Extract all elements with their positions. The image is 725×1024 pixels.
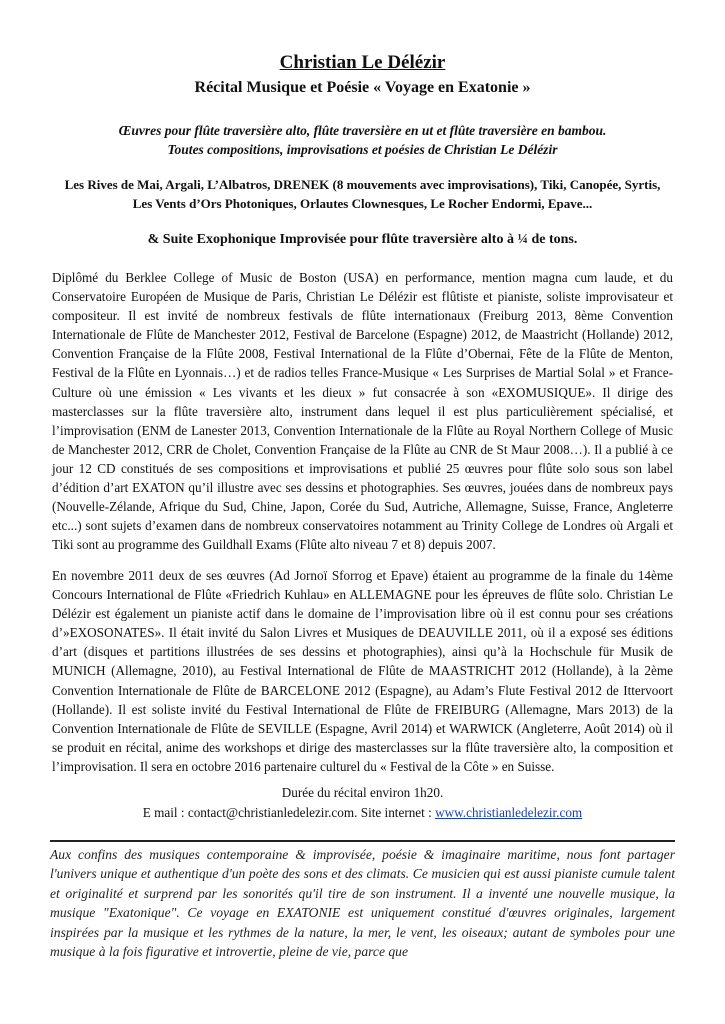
page-subtitle: Récital Musique et Poésie « Voyage en Exatonie » bbox=[194, 79, 531, 96]
compositions-line: Toutes compositions, improvisations et poésies de Christian Le Délézir bbox=[167, 142, 558, 157]
email-text: E mail : contact@christianledelezir.com. Site internet : bbox=[142, 805, 432, 820]
contact-line bbox=[0, 805, 725, 821]
works-line-2: Les Vents d’Ors Photoniques, Orlautes Clownesques, Le Rocher Endormi, Epave... bbox=[132, 196, 593, 211]
suite-heading: & Suite Exophonique Improvisée pour flûte traversière alto à ¼ de tons. bbox=[147, 232, 578, 247]
divider bbox=[50, 840, 675, 842]
biography-paragraph-1: Diplômé du Berklee College of Music de Boston (USA) en performance, mention magna cum laude, et du Conservatoire Européen de Musique de Paris, Christian Le Délézir est flûtiste et pianiste, soliste improvisateur et compositeur. Il est invité de nombreux festivals de flûte internationaux (Freiburg 2013, 8ème Convention Internationale de Flûte de Manchester 2012, Festival de Barcelone (Espagne) 2012, de Maastricht (Hollande) 2012, Convention Française de la Flûte 2008, Festival International de la Flûte d’Obernai, Fête de la Flûte de Menton, Festival de la Flûte en Lyonnais…) et de radios telles France-Musique « Les Surprises de Martial Solal » et France-Culture où une émission « Les vivants et les dieux » fut consacrée à son «EXOMUSIQUE». Il dirige des masterclasses sur la flûte traversière alto, instrument dans lequel il est plus particulièrement spécialisé, et l’improvisation (ENM de Lanester 2013, Convention Internationale de la Flûte au Royal Northern College of Music de Manchester 2012, CRR de Cholet, Convention Française de la Flûte au CNR de St Maur 2008…). Il a publié à ce jour 12 CD constitués de ses compositions et improvisations et publié 25 œuvres pour flûte solo sous son label d’édition d’art EXATON qu’il illustre avec ses dessins et photographies. Ses œuvres, jouées dans de nombreux pays (Nouvelle-Zélande, Afrique du Sud, Chine, Japon, Corée du Sud, Autriche, Allemagne, Suisse, France, Angleterre etc...) sont sujets d’examen dans de nombreux conservatoires notamment au Trinity College de Londres où Argali et Tiki sont au programme des Guildhall Exams (Flûte alto niveau 7 et 8) depuis 2007. bbox=[52, 270, 673, 553]
recital-duration: Durée du récital environ 1h20. bbox=[281, 785, 444, 800]
page-title: Christian Le Délézir bbox=[279, 52, 446, 73]
biography-paragraph-2: En novembre 2011 deux de ses œuvres (Ad Jornoï Sforrog et Epave) étaient au programme de la finale du 14ème Concours International de Flûte «Friedrich Kuhlau» en ALLEMAGNE pour les épreuves de flûte solo. Christian Le Délézir est également un pianiste actif dans le domaine de l’improvisation libre où il est connu pour ses créations d’»EXOSONATES». Il était invité du Salon Livres et Musiques de DEAUVILLE 2011, où il a exposé ses éditions d’art (disques et partitions illustrées de ses dessins et photographies), ainsi qu’à la Hochschule für Musik de MUNICH (Allemagne, 2010), au Festival International de Flûte de MAASTRICHT 2012 (Hollande), à la 2ème Convention Internationale de Flûte de BARCELONE 2012 (Espagne), au Adam’s Flute Festival 2012 de Ittervoort (Hollande). Il est soliste invité du Festival International de Flûte de FREIBURG (Allemagne, Mars 2013) de la Convention Internationale de Flûte de SEVILLE (Espagne, Avril 2014) et WARWICK (Angleterre, Août 2014) où il se produit en récital, anime des workshops et dirige des masterclasses sur la flûte traversière alto, la composition et l’improvisation. Il sera en octobre 2016 partenaire culturel du « Festival de la Côte » en Suisse. bbox=[52, 568, 673, 774]
works-list bbox=[40, 175, 685, 213]
quote-paragraph: Aux confins des musiques contemporaine & improvisée, poésie & imaginaire maritime, nous font partager l'univers unique et authentique d'un poète des sons et des climats. Ce musicien qui est aussi pianiste cumule talent et originalité et surprend par les sonorités qu'il tire de son instrument. Il a inventé une nouvelle musique, la musique "Exatonique". Ce voyage en EXATONIE est uniquement constitué d'œuvres originales, largement inspirées par la musique et les rythmes de la nature, la mer, le vent, les oiseaux; autant de symboles pour une musique à la fois figurative et introvertie, pleine de vie, parce que bbox=[50, 847, 675, 960]
works-line-1: Les Rives de Mai, Argali, L’Albatros, DRENEK (8 mouvements avec improvisations), Tiki, Canopée, Syrtis, bbox=[64, 177, 661, 192]
instruments-description bbox=[40, 121, 685, 159]
instruments-line: Œuvres pour flûte traversière alto, flûte traversière en ut et flûte traversière en bambou. bbox=[118, 123, 607, 138]
website-link[interactable]: www.christianledelezir.com bbox=[435, 805, 583, 820]
